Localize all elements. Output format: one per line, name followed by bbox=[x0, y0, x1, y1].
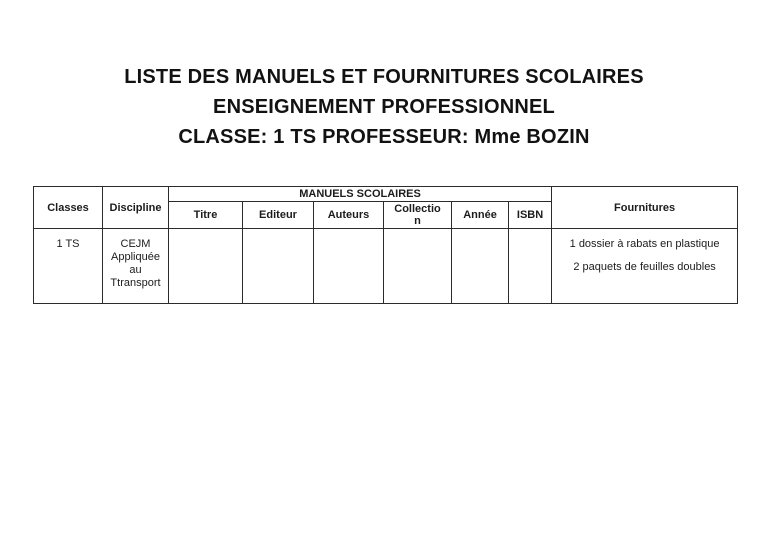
header-row-group bbox=[34, 187, 738, 202]
col-header-discipline: Discipline bbox=[103, 187, 169, 229]
cell-collection bbox=[384, 229, 452, 304]
cell-fournitures bbox=[552, 229, 738, 304]
col-header-editeur: Editeur bbox=[243, 202, 314, 229]
col-header-fournitures: Fournitures bbox=[552, 187, 738, 229]
col-header-titre: Titre bbox=[169, 202, 243, 229]
fournitures-item-1: 1 dossier à rabats en plastique bbox=[569, 238, 720, 250]
fournitures-item-2: 2 paquets de feuilles doubles bbox=[573, 261, 716, 273]
col-header-collection bbox=[384, 202, 452, 229]
cell-annee bbox=[452, 229, 509, 304]
col-header-collection-label: Collection bbox=[394, 203, 441, 227]
cell-titre bbox=[169, 229, 243, 304]
document-title bbox=[0, 62, 768, 152]
cell-editeur bbox=[243, 229, 314, 304]
col-header-classes: Classes bbox=[34, 187, 103, 229]
cell-isbn bbox=[509, 229, 552, 304]
cell-auteurs bbox=[314, 229, 384, 304]
title-line-3: CLASSE: 1 TS PROFESSEUR: Mme BOZIN bbox=[178, 126, 590, 148]
table-row bbox=[34, 229, 738, 304]
col-header-isbn: ISBN bbox=[509, 202, 552, 229]
col-header-auteurs: Auteurs bbox=[314, 202, 384, 229]
col-header-annee: Année bbox=[452, 202, 509, 229]
cell-discipline: CEJM Appliquée au Ttransport bbox=[103, 229, 169, 304]
cell-classes: 1 TS bbox=[34, 229, 103, 304]
title-line-1: LISTE DES MANUELS ET FOURNITURES SCOLAIRES bbox=[124, 66, 644, 88]
col-group-manuels-scolaires: MANUELS SCOLAIRES bbox=[169, 187, 552, 202]
title-line-2: ENSEIGNEMENT PROFESSIONNEL bbox=[213, 96, 555, 118]
manuals-supplies-table bbox=[33, 186, 738, 304]
